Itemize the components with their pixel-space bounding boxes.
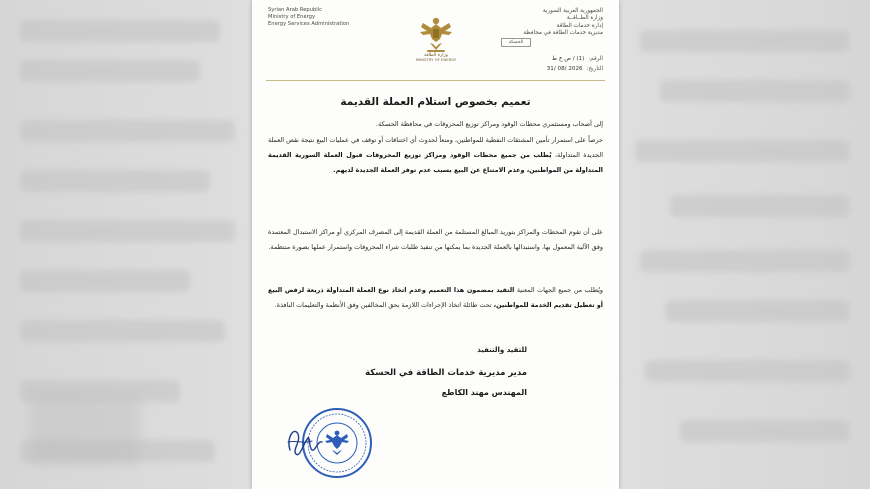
reference-label: الرقم:: [588, 56, 603, 62]
backdrop-band: [20, 60, 200, 82]
date-value: 2026 /08 /31: [546, 66, 583, 72]
letterhead-arabic: [483, 8, 603, 38]
backdrop-band: [640, 250, 850, 272]
letterhead-en-line: Syrian Arab Republic: [268, 7, 323, 13]
backdrop-band: [635, 140, 850, 162]
document-date: [547, 66, 603, 72]
letterhead-ar-line: إدارة خدمات الطاقة: [556, 22, 603, 29]
date-label: التاريخ:: [586, 66, 603, 72]
header-divider: [266, 80, 605, 81]
backdrop-band: [20, 120, 235, 142]
handwritten-signature-icon: [282, 420, 332, 460]
paragraph-3: [268, 283, 603, 313]
letterhead-en-line: Energy Services Administration: [268, 21, 350, 27]
letterhead-ar-line: مديرية خدمات الطاقة في محافظة: [523, 30, 603, 37]
paragraph-3-text-b: تحت طائلة اتخاذ الإجراءات اللازمة بحق المخالفين وفق الأنظمة والتعليمات النافذة.: [274, 301, 492, 309]
backdrop-band: [20, 220, 235, 242]
letterhead-en-line: Ministry of Energy: [268, 14, 316, 20]
backdrop-band: [670, 195, 850, 217]
signatory-position: مدير مديرية خدمات الطاقة في الحسكة: [365, 368, 527, 378]
backdrop-band: [680, 420, 850, 442]
paragraph-2: على أن تقوم المحطات والمراكز بتوريد المبالغ المستلمة من العملة القديمة إلى المصرف المركزي أو مراكز الاستبدال المعتمدة وفق الآلية المعمول بها، واستبدالها بالعملة الجديدة بما يمكنها من تنفيذ طلبات شراء المحروقات واستمرار عملها بصورة منتظمة.: [268, 228, 603, 251]
reference-value: (1) / ص خ ط: [551, 56, 585, 62]
paragraph-1-text: حرصاً على استمرار تأمين المشتقات النفطية للمواطنين، ومنعاً لحدوث أي اختناقات أو توقف في عمليات البيع نتيجة نقص العملة الجديدة المتداولة،: [268, 136, 603, 159]
letterhead-english: [268, 7, 388, 28]
province-box: الحسكة: [501, 38, 531, 47]
backdrop-band: [20, 320, 225, 342]
paragraph-3-text-a: ويُطلب من جميع الجهات المعنية: [516, 286, 603, 294]
emblem-caption-en: MINISTRY OF ENERGY: [415, 58, 457, 62]
backdrop-band: [640, 30, 850, 52]
letterhead-ar-line: وزارة الطــاقــة: [566, 15, 603, 22]
document-title: تعميم بخصوص استلام العملة القديمة: [340, 96, 531, 108]
backdrop-block: [30, 395, 140, 465]
backdrop-band: [645, 360, 850, 382]
backdrop-band: [20, 20, 220, 42]
letterhead-ar-line: الجمهورية العربية السورية: [542, 8, 603, 14]
ministry-emblem: [411, 15, 461, 67]
backdrop-band: [20, 170, 210, 192]
eagle-emblem-icon: [419, 15, 453, 53]
signatory-name: المهندس مهند الكاطع: [441, 388, 527, 397]
closing-line: للتقيد والتنفيذ: [477, 346, 527, 354]
emblem-caption-ar: وزارة الطاقة: [424, 53, 448, 58]
paragraph-3-emphasis: التقيد بمضمون هذا التعميم وعدم اتخاذ نوع العملة المتداولة ذريعة لرفض البيع أو تعطيل تقديم الخدمة للمواطنين،: [268, 286, 603, 309]
document-page: [252, 0, 619, 489]
reference-number: [552, 56, 603, 62]
backdrop-band: [20, 270, 190, 292]
addressee-line: إلى أصحاب ومستثمري محطات الوقود ومراكز توزيع المحروقات في محافظة الحسكة.: [376, 120, 603, 128]
paragraph-1-emphasis: يُطلب من جميع محطات الوقود ومراكز توزيع المحروقات قبول العملة السورية القديمة المتداولة من المواطنين، وعدم الامتناع عن البيع بسبب عدم توفر العملة الجديدة لديهم.: [268, 151, 603, 174]
paragraph-1: [268, 133, 603, 178]
backdrop-band: [660, 80, 850, 102]
backdrop-band: [665, 300, 850, 322]
